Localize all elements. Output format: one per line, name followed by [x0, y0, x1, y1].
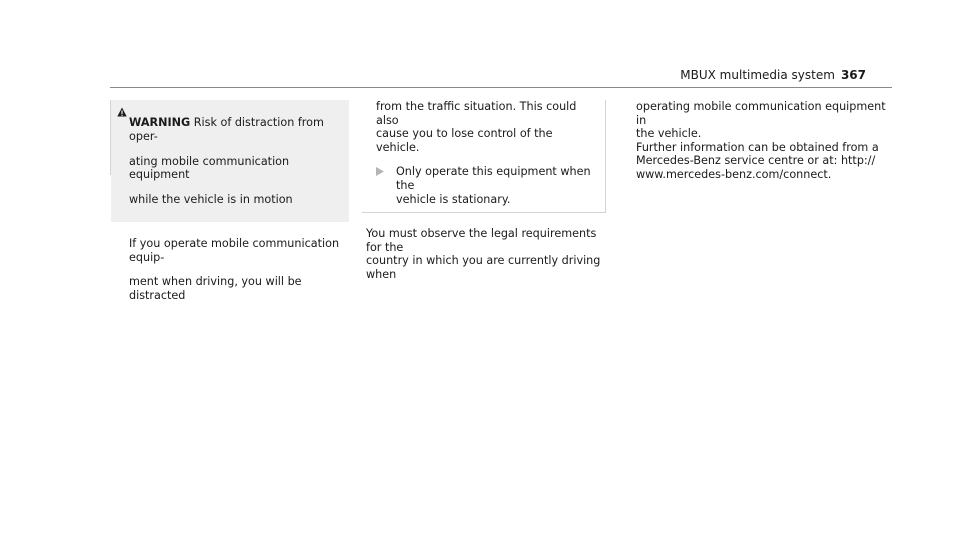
page-header: [680, 68, 866, 82]
warning-heading-text: Risk of distraction from oper-: [129, 116, 324, 143]
warning-heading-line-2: ating mobile communication equipment: [129, 154, 290, 182]
warning-body-line-2: ment when driving, you will be distracted: [129, 275, 302, 302]
warning-continuation: [362, 100, 597, 154]
column-2: [362, 100, 606, 282]
legal-line-2: country in which you are currently driving when: [366, 254, 601, 281]
col3-line-3: Further information can be obtained from a: [636, 140, 879, 154]
warning-body-line-1: If you operate mobile communication equip-: [129, 236, 340, 264]
column-3: [636, 100, 892, 182]
page-number: 367: [840, 68, 866, 82]
warning-heading-line-3: while the vehicle is in motion: [129, 192, 293, 206]
legal-line-1: You must observe the legal requirements for the: [366, 227, 597, 254]
warning-label: WARNING: [129, 116, 191, 130]
warning-continuation-box: [362, 100, 606, 213]
col3-line-4: Mercedes-Benz service centre or at: http://: [636, 154, 876, 168]
step-line-2: vehicle is stationary.: [396, 192, 511, 206]
col3-line-2: the vehicle.: [636, 127, 702, 141]
warning-body: [111, 222, 349, 303]
continuation-line-1: from the traffic situation. This could also: [376, 100, 577, 127]
warning-box: [110, 100, 349, 302]
step-line-1: Only operate this equipment when the: [396, 165, 591, 192]
warning-heading: [111, 100, 349, 222]
legal-paragraph: [362, 227, 606, 281]
continuation-line-2: cause you to lose control of the vehicle.: [376, 127, 553, 154]
header-divider: [110, 87, 892, 88]
col3-line-5: www.mercedes-benz.com/connect.: [636, 167, 832, 181]
section-title: MBUX multimedia system: [680, 68, 835, 82]
warning-heading-line-1: [129, 116, 341, 143]
warning-triangle-icon: [117, 107, 127, 117]
instruction-step: [362, 165, 597, 206]
step-arrow-icon: [376, 167, 384, 176]
col3-line-1: operating mobile communication equipment in: [636, 100, 886, 127]
